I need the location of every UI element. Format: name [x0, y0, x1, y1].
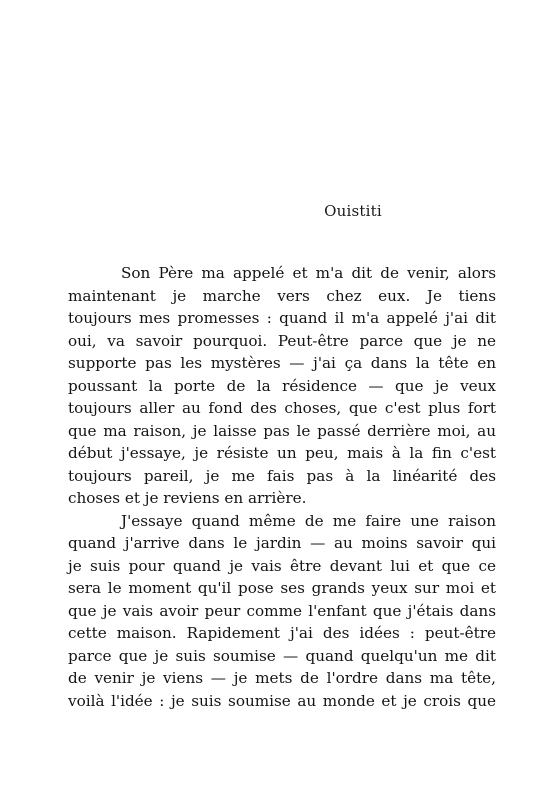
text-line: maintenant je marche vers chez eux. Je tiens: [68, 286, 496, 305]
text-line: toujours mes promesses : quand il m'a appelé j'ai dit: [68, 309, 496, 327]
text-line: de venir je viens — je mets de l'ordre dans ma tête,: [68, 669, 496, 687]
text-line: poussant la porte de la résidence — que je veux: [68, 376, 496, 395]
text-line: que ma raison, je laisse pas le passé derrière moi, au: [68, 421, 496, 440]
text-line: cette maison. Rapidement j'ai des idées : peut-être: [68, 624, 496, 642]
text-line: que je vais avoir peur comme l'enfant que j'étais dans: [68, 601, 496, 620]
text-line: supporte pas les mystères — j'ai ça dans la tête en: [68, 354, 496, 372]
paragraph-1: [68, 262, 496, 510]
text-line: toujours pareil, je me fais pas à la linéarité des: [68, 466, 496, 485]
text-line: J'essaye quand même de me faire une raison: [121, 511, 496, 530]
text-line: début j'essaye, je résiste un peu, mais à la fin c'est: [68, 444, 496, 462]
running-title: Ouistiti: [324, 202, 382, 220]
text-line: oui, va savoir pourquoi. Peut-être parce que je ne: [68, 331, 496, 350]
text-line: sera le moment qu'il pose ses grands yeux sur moi et: [68, 579, 496, 597]
paragraph-2: [68, 510, 496, 713]
text-line: toujours aller au fond des choses, que c'est plus fort: [68, 399, 496, 417]
text-line: je suis pour quand je vais être devant lui et que ce: [68, 556, 496, 575]
text-line: parce que je suis soumise — quand quelqu'un me dit: [68, 646, 496, 665]
text-line: quand j'arrive dans le jardin — au moins savoir qui: [68, 534, 496, 552]
text-line: choses et je reviens en arrière.: [68, 489, 307, 507]
text-line: voilà l'idée : je suis soumise au monde et je crois que: [68, 691, 496, 710]
text-line: Son Père ma appelé et m'a dit de venir, alors: [121, 264, 496, 282]
body-text: [68, 262, 496, 712]
